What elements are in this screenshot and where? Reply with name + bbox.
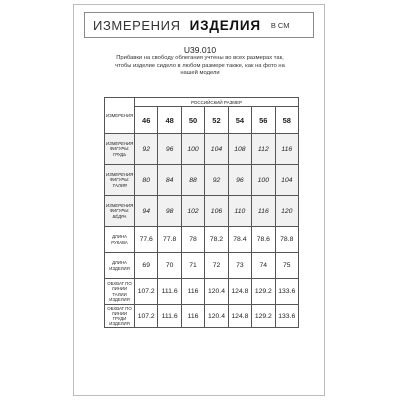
value-cell: 112 (252, 134, 275, 165)
table-row (105, 134, 299, 165)
value-cell: 72 (205, 253, 228, 279)
size-cell: 58 (275, 107, 298, 134)
value-cell: 120.4 (205, 279, 228, 305)
size-cell: 56 (252, 107, 275, 134)
value-cell: 124.8 (228, 279, 251, 305)
value-cell: 111.6 (158, 305, 181, 328)
value-cell: 106 (205, 196, 228, 227)
value-cell: 92 (135, 134, 158, 165)
size-cell: 52 (205, 107, 228, 134)
note-line: нашей модели (180, 70, 220, 77)
value-cell: 116 (252, 196, 275, 227)
fit-note (86, 55, 314, 78)
value-cell: 111.6 (158, 279, 181, 305)
value-cell: 108 (228, 134, 251, 165)
value-cell: 77.6 (135, 227, 158, 253)
chart-header (84, 12, 314, 38)
value-cell: 107.2 (135, 305, 158, 328)
header-garment: ИЗДЕЛИЯ (189, 17, 261, 33)
value-cell: 70 (158, 253, 181, 279)
value-cell: 78.2 (205, 227, 228, 253)
row-label: ИЗМЕРЕНИЯ ФИГУРЫ: БЁДРА (105, 196, 135, 227)
value-cell: 77.8 (158, 227, 181, 253)
value-cell: 98 (158, 196, 181, 227)
value-cell: 88 (181, 165, 204, 196)
value-cell: 75 (275, 253, 298, 279)
size-chart-card (73, 4, 325, 396)
value-cell: 116 (181, 305, 204, 328)
size-header: РОССИЙСКИЙ РАЗМЕР (135, 98, 299, 107)
note-line: чтобы изделие сидело в любом размере также, как на фото на (115, 62, 285, 69)
value-cell: 116 (181, 279, 204, 305)
value-cell: 69 (135, 253, 158, 279)
value-cell: 78 (181, 227, 204, 253)
size-table (104, 97, 299, 328)
value-cell: 133.6 (275, 279, 298, 305)
value-cell: 133.6 (275, 305, 298, 328)
value-cell: 74 (252, 253, 275, 279)
row-label: ОБХВАТ ПО ЛИНИИ ГРУДИ ИЗДЕЛИЯ (105, 305, 135, 328)
value-cell: 120.4 (205, 305, 228, 328)
value-cell: 100 (181, 134, 204, 165)
value-cell: 120 (275, 196, 298, 227)
value-cell: 129.2 (252, 305, 275, 328)
corner-label: ИЗМЕРЕНИЯ (105, 98, 135, 134)
value-cell: 129.2 (252, 279, 275, 305)
value-cell: 71 (181, 253, 204, 279)
value-cell: 80 (135, 165, 158, 196)
value-cell: 104 (275, 165, 298, 196)
value-cell: 104 (205, 134, 228, 165)
value-cell: 78.6 (252, 227, 275, 253)
size-cell: 48 (158, 107, 181, 134)
size-cell: 46 (135, 107, 158, 134)
note-line: Прибавки на свободу облегания учтены во всех размерах так, (116, 55, 284, 61)
value-cell: 107.2 (135, 279, 158, 305)
table-row (105, 253, 299, 279)
table-row (105, 196, 299, 227)
row-label: ОБХВАТ ПО ЛИНИИ ТАЛИИ ИЗДЕЛИЯ (105, 279, 135, 305)
table-row (105, 227, 299, 253)
value-cell: 78.4 (228, 227, 251, 253)
value-cell: 110 (228, 196, 251, 227)
value-cell: 116 (275, 134, 298, 165)
value-cell: 73 (228, 253, 251, 279)
row-label: ИЗМЕРЕНИЯ ФИГУРЫ: ТАЛИЯ (105, 165, 135, 196)
row-label: ИЗМЕРЕНИЯ ФИГУРЫ: ГРУДЬ (105, 134, 135, 165)
table-row (105, 305, 299, 328)
size-cell: 50 (181, 107, 204, 134)
row-label: ДЛИНА РУКАВА (105, 227, 135, 253)
value-cell: 94 (135, 196, 158, 227)
value-cell: 96 (158, 134, 181, 165)
value-cell: 84 (158, 165, 181, 196)
value-cell: 124.8 (228, 305, 251, 328)
table-row (105, 279, 299, 305)
value-cell: 100 (252, 165, 275, 196)
header-unit: В СМ (270, 20, 290, 30)
header-measurements: ИЗМЕРЕНИЯ (93, 17, 181, 33)
value-cell: 96 (228, 165, 251, 196)
value-cell: 102 (181, 196, 204, 227)
value-cell: 78.8 (275, 227, 298, 253)
row-label: ДЛИНА ИЗДЕЛИЯ (105, 253, 135, 279)
size-cell: 54 (228, 107, 251, 134)
value-cell: 92 (205, 165, 228, 196)
product-code: U39.010 (183, 45, 217, 55)
table-row (105, 165, 299, 196)
